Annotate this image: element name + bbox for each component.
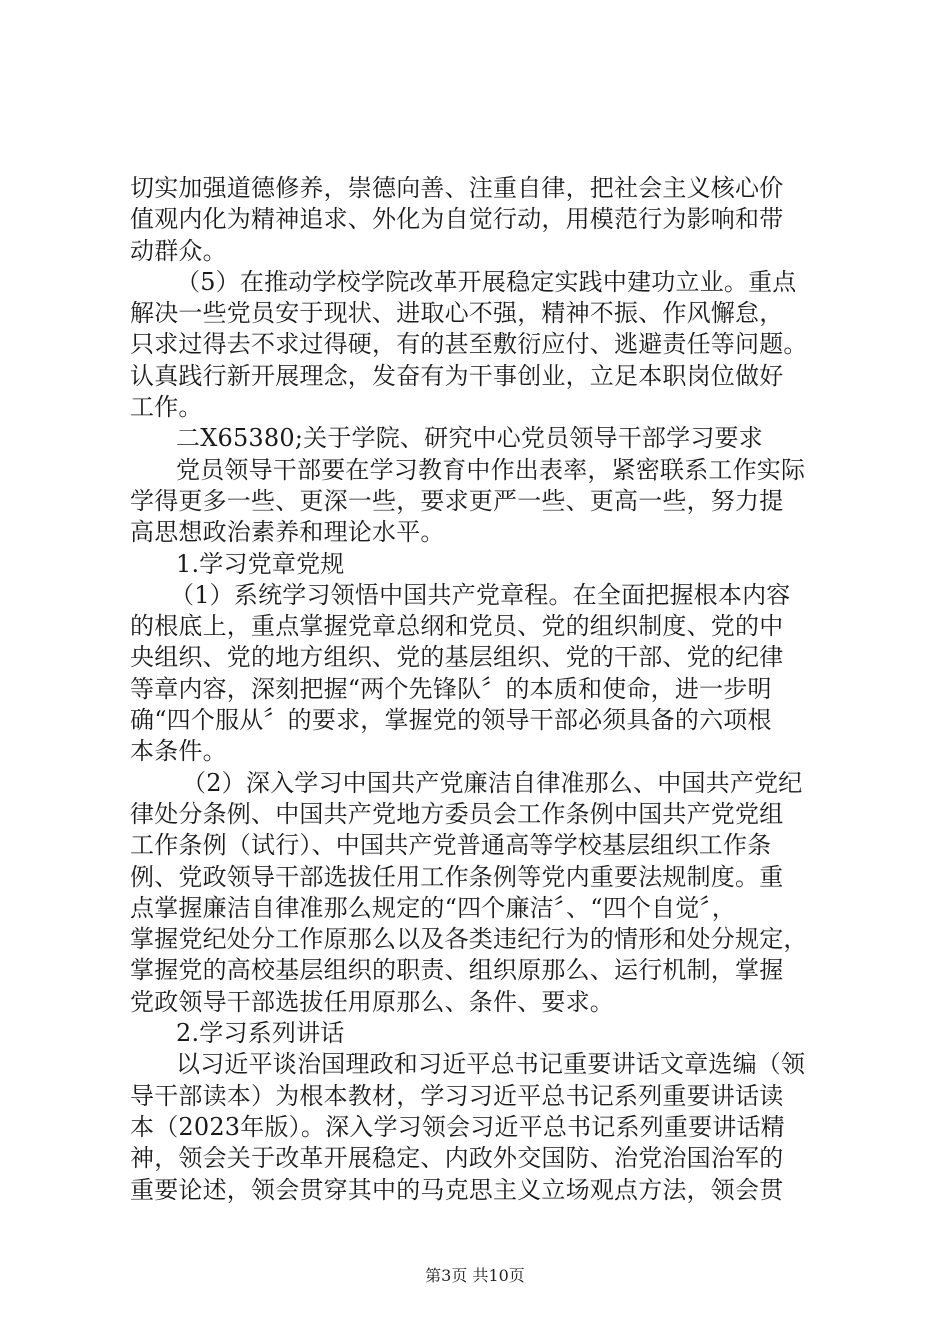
- section-heading: 二X65380;关于学院、研究中心党员领导干部学习要求: [176, 424, 763, 453]
- text-line: 重要论述，领会贯穿其中的马克思主义立场观点方法，领会贯: [130, 1175, 784, 1204]
- text-line: 的根底上，重点掌握党章总纲和党员、党的组织制度、党的中: [130, 612, 784, 641]
- text-line: 掌握党纪处分工作原那么以及各类违纪行为的情形和处分规定，: [130, 925, 808, 954]
- page-footer: 第3页 共10页: [425, 1266, 525, 1285]
- text-line: 央组织、党的地方组织、党的基层组织、党的干部、党的纪律: [130, 643, 784, 672]
- text-line: 以习近平谈治国理政和习近平总书记重要讲话文章选编（领: [176, 1050, 806, 1079]
- text-line: 等章内容，深刻把握“两个先锋队〞的本质和使命，进一步明: [130, 674, 772, 703]
- text-line: （5）在推动学校学院改革开展稳定实践中建功立业。重点: [176, 267, 797, 296]
- text-line: 高思想政治素养和理论水平。: [130, 518, 445, 547]
- text-line: 学得更多一些、更深一些，要求更严一些、更高一些，努力提: [130, 486, 784, 515]
- subsection-heading: 2.学习系列讲话: [176, 1019, 345, 1048]
- text-line: （2）深入学习中国共产党廉洁自律准那么、中国共产党纪: [182, 768, 803, 797]
- text-line: 导干部读本）为根本教材，学习习近平总书记系列重要讲话读: [130, 1081, 784, 1110]
- text-line: 神，领会关于改革开展稳定、内政外交国防、治党治国治军的: [130, 1144, 784, 1173]
- text-line: 党员领导干部要在学习教育中作出表率，紧密联系工作实际: [176, 455, 806, 484]
- text-line: 党政领导干部选拔任用原那么、条件、要求。: [130, 987, 614, 1016]
- text-line: 切实加强道德修养，崇德向善、注重自律，把社会主义核心价: [130, 174, 784, 202]
- text-line: 解决一些党员安于现状、进取心不强，精神不振、作风懈怠，: [130, 299, 784, 328]
- text-line: 律处分条例、中国共产党地方委员会工作条例中国共产党党组: [130, 799, 784, 828]
- text-line: 工作条例（试行）、中国共产党普通高等学校基层组织工作条: [130, 831, 772, 860]
- text-line: 动群众。: [130, 236, 227, 265]
- text-line: 点掌握廉洁自律准那么规定的“四个廉洁〞、“四个自觉〞，: [130, 893, 736, 922]
- text-line: 掌握党的高校基层组织的职责、组织原那么、运行机制，掌握: [130, 956, 784, 985]
- document-body: [130, 173, 836, 1206]
- text-line: 例、党政领导干部选拔任用工作条例等党内重要法规制度。重: [130, 862, 784, 891]
- text-line: 认真践行新开展理念，发奋有为干事创业，立足本职岗位做好: [130, 361, 784, 390]
- text-line: 本（2023年版）。深入学习领会习近平总书记系列重要讲话精: [130, 1112, 785, 1141]
- text-line: 本条件。: [130, 737, 227, 766]
- text-line: 只求过得去不求过得硬，有的甚至敷衍应付、逃避责任等问题。: [130, 330, 808, 359]
- text-line: 工作。: [130, 393, 203, 422]
- subsection-heading: 1.学习党章党规: [176, 549, 345, 578]
- text-line: 值观内化为精神追求、外化为自觉行动，用模范行为影响和带: [130, 205, 784, 234]
- text-line: 确“四个服从〞的要求，掌握党的领导干部必须具备的六项根: [130, 706, 772, 735]
- text-line: （1）系统学习领悟中国共产党章程。在全面把握根本内容: [170, 580, 791, 609]
